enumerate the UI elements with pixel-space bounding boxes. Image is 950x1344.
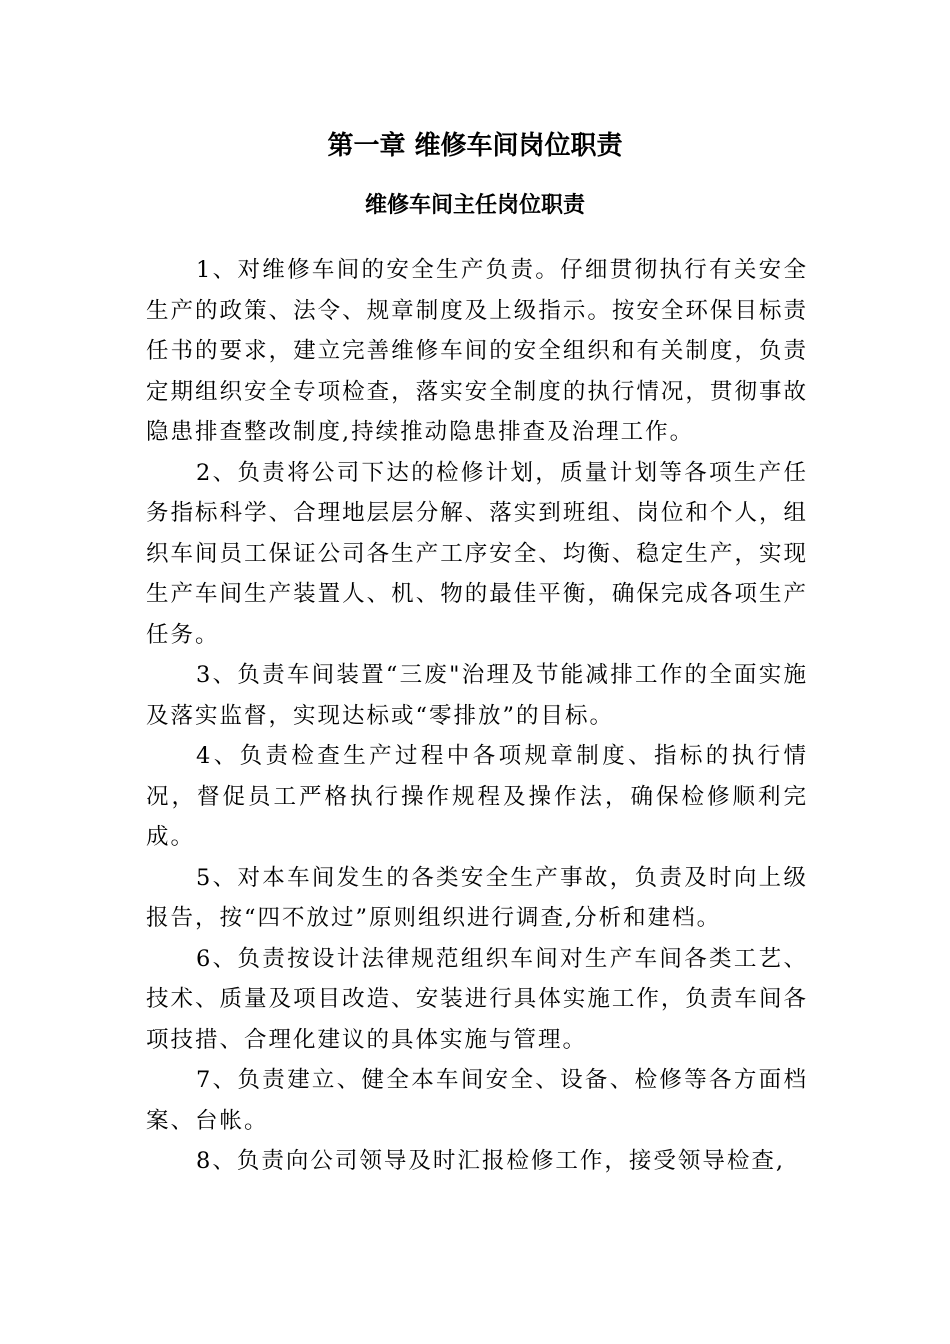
section-title: 维修车间主任岗位职责	[364, 193, 585, 218]
paragraph-4: 4、负责检查生产过程中各项规章制度、指标的执行情况，督促员工严格执行操作规程及操作法，确保检修顺利完成。	[146, 743, 808, 850]
paragraph-8: 8、负责向公司领导及时汇报检修工作，接受领导检查,	[196, 1148, 785, 1174]
paragraph-2: 2、负责将公司下达的检修计划，质量计划等各项生产任务指标科学、合理地层层分解、落实到班组、岗位和个人，组织车间员工保证公司各生产工序安全、均衡、稳定生产，实现生产车间生产装置人、机、物的最佳平衡，确保完成各项生产任务。	[146, 459, 808, 648]
chapter-title: 第一章 维修车间岗位职责	[327, 131, 623, 161]
paragraph-6: 6、负责按设计法律规范组织车间对生产车间各类工艺、技术、质量及项目改造、安装进行具体实施工作，负责车间各项技措、合理化建议的具体实施与管理。	[146, 945, 808, 1053]
paragraph-3: 3、负责车间装置“三废"治理及节能减排工作的全面实施及落实监督，实现达标或“零排放”的目标。	[146, 662, 808, 729]
paragraph-5: 5、对本车间发生的各类安全生产事故，负责及时向上级报告，按“四不放过”原则组织进行调查,分析和建档。	[146, 864, 808, 931]
body-text	[146, 250, 808, 1182]
paragraph-7: 7、负责建立、健全本车间安全、设备、检修等各方面档案、台帐。	[146, 1067, 808, 1134]
paragraph-1: 1、对维修车间的安全生产负责。仔细贯彻执行有关安全生产的政策、法令、规章制度及上级指示。按安全环保目标责任书的要求，建立完善维修车间的安全组织和有关制度，负责定期组织安全专项检查，落实安全制度的执行情况，贯彻事故隐患排查整改制度,持续推动隐患排查及治理工作。	[146, 257, 808, 445]
